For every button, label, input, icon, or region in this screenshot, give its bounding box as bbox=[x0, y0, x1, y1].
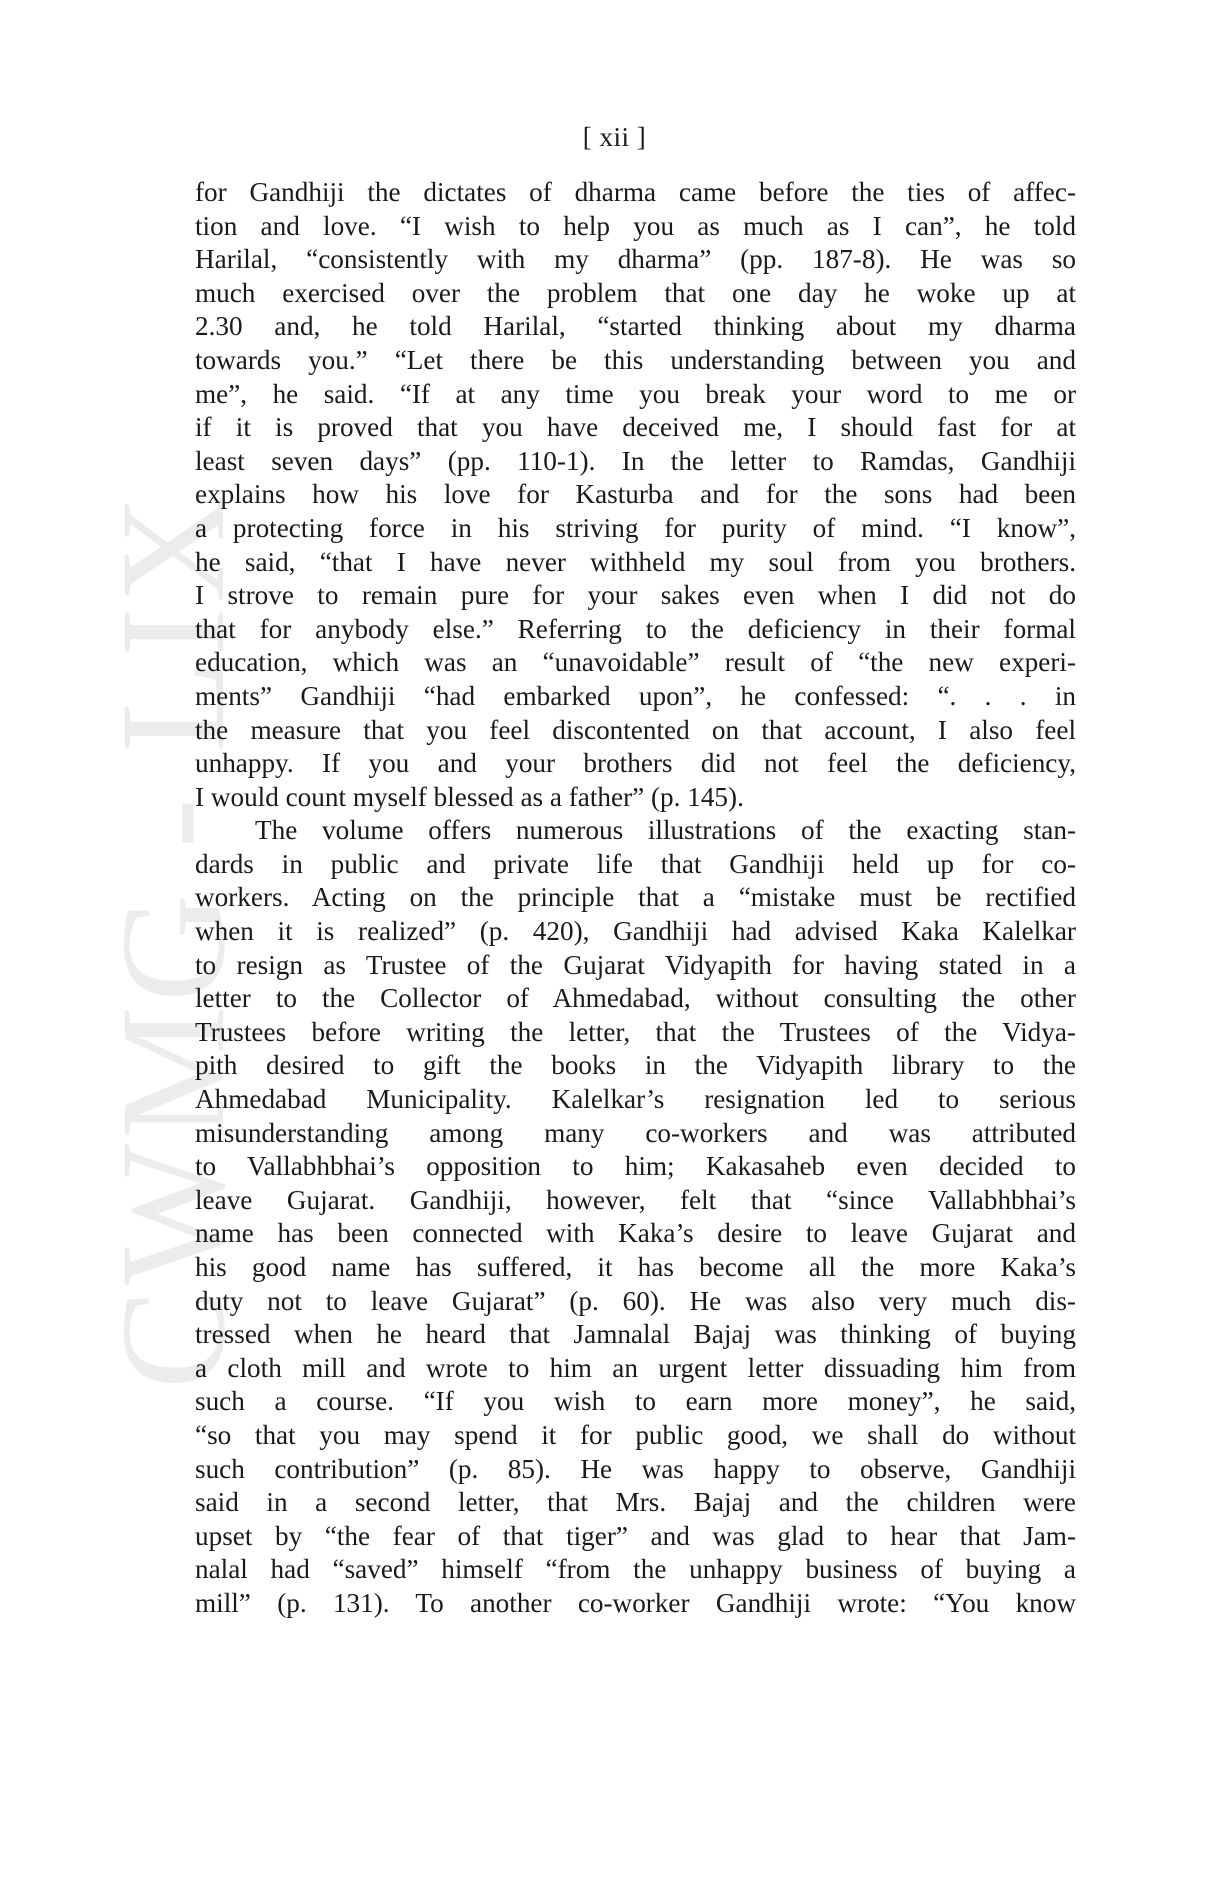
text-line: a protecting force in his striving for purity of mind. “I know”, bbox=[195, 512, 1076, 543]
text-line: I would count myself blessed as a father” (p. 145). bbox=[195, 781, 744, 812]
text-line: misunderstanding among many co-workers and was attributed bbox=[195, 1117, 1076, 1148]
body-text bbox=[195, 176, 1076, 1621]
paragraph bbox=[195, 814, 1076, 1620]
text-line: leave Gujarat. Gandhiji, however, felt that “since Vallabhbhai’s bbox=[195, 1184, 1076, 1215]
text-line: workers. Acting on the principle that a “mistake must be rectified bbox=[195, 882, 1076, 913]
text-line: said in a second letter, that Mrs. Bajaj and the children were bbox=[195, 1487, 1076, 1518]
text-line: The volume offers numerous illustrations of the exacting stan- bbox=[255, 815, 1076, 846]
page-number: [ xii ] bbox=[582, 122, 647, 152]
text-line: ments” Gandhiji “had embarked upon”, he confessed: “. . . in bbox=[195, 680, 1076, 711]
text-line: tressed when he heard that Jamnalal Bajaj was thinking of buying bbox=[195, 1319, 1076, 1350]
text-line: education, which was an “unavoidable” result of “the new experi- bbox=[195, 647, 1076, 678]
text-line: such contribution” (p. 85). He was happy to observe, Gandhiji bbox=[195, 1453, 1076, 1484]
text-line: such a course. “If you wish to earn more money”, he said, bbox=[195, 1386, 1076, 1417]
text-line: nalal had “saved” himself “from the unhappy business of buying a bbox=[195, 1554, 1076, 1585]
paragraph bbox=[195, 176, 1076, 814]
text-line: pith desired to gift the books in the Vidyapith library to the bbox=[195, 1050, 1076, 1081]
text-line: 2.30 and, he told Harilal, “started thinking about my dharma bbox=[195, 311, 1076, 342]
text-line: that for anybody else.” Referring to the deficiency in their formal bbox=[195, 613, 1076, 644]
text-line: least seven days” (pp. 110-1). In the letter to Ramdas, Gandhiji bbox=[195, 445, 1076, 476]
text-line: mill” (p. 131). To another co-worker Gandhiji wrote: “You know bbox=[195, 1587, 1076, 1618]
text-line: dards in public and private life that Gandhiji held up for co- bbox=[195, 848, 1076, 879]
text-line: “so that you may spend it for public good, we shall do without bbox=[195, 1419, 1076, 1450]
text-line: I strove to remain pure for your sakes even when I did not do bbox=[195, 580, 1076, 611]
text-line: for Gandhiji the dictates of dharma came before the ties of affec- bbox=[195, 177, 1076, 207]
text-line: name has been connected with Kaka’s desire to leave Gujarat and bbox=[195, 1218, 1076, 1249]
text-line: he said, “that I have never withheld my soul from you brothers. bbox=[195, 546, 1076, 577]
text-line: towards you.” “Let there be this understanding between you and bbox=[195, 344, 1076, 375]
text-line: if it is proved that you have deceived me, I should fast for at bbox=[195, 412, 1076, 443]
text-line: duty not to leave Gujarat” (p. 60). He was also very much dis- bbox=[195, 1285, 1076, 1316]
text-line: upset by “the fear of that tiger” and was glad to hear that Jam- bbox=[195, 1520, 1076, 1551]
text-line: to Vallabhbhai’s opposition to him; Kakasaheb even decided to bbox=[195, 1151, 1076, 1182]
text-line: me”, he said. “If at any time you break your word to me or bbox=[195, 378, 1076, 409]
text-line: letter to the Collector of Ahmedabad, without consulting the other bbox=[195, 983, 1076, 1014]
text-line: Trustees before writing the letter, that the Trustees of the Vidya- bbox=[195, 1016, 1076, 1047]
text-line: when it is realized” (p. 420), Gandhiji had advised Kaka Kalelkar bbox=[195, 916, 1076, 947]
text-line: to resign as Trustee of the Gujarat Vidyapith for having stated in a bbox=[195, 949, 1076, 980]
watermark-text: CWMG - LIX bbox=[90, 490, 256, 1390]
text-line: explains how his love for Kasturba and for the sons had been bbox=[195, 479, 1076, 510]
text-line: tion and love. “I wish to help you as much as I can”, he told bbox=[195, 210, 1076, 241]
text-line: much exercised over the problem that one day he woke up at bbox=[195, 277, 1076, 308]
text-line: his good name has suffered, it has become all the more Kaka’s bbox=[195, 1252, 1076, 1282]
text-line: Harilal, “consistently with my dharma” (pp. 187-8). He was so bbox=[195, 244, 1076, 275]
text-line: the measure that you feel discontented on that account, I also feel bbox=[195, 714, 1076, 745]
text-line: unhappy. If you and your brothers did not feel the deficiency, bbox=[195, 748, 1076, 779]
text-line: a cloth mill and wrote to him an urgent letter dissuading him from bbox=[195, 1352, 1076, 1383]
text-line: Ahmedabad Municipality. Kalelkar’s resignation led to serious bbox=[195, 1084, 1076, 1115]
